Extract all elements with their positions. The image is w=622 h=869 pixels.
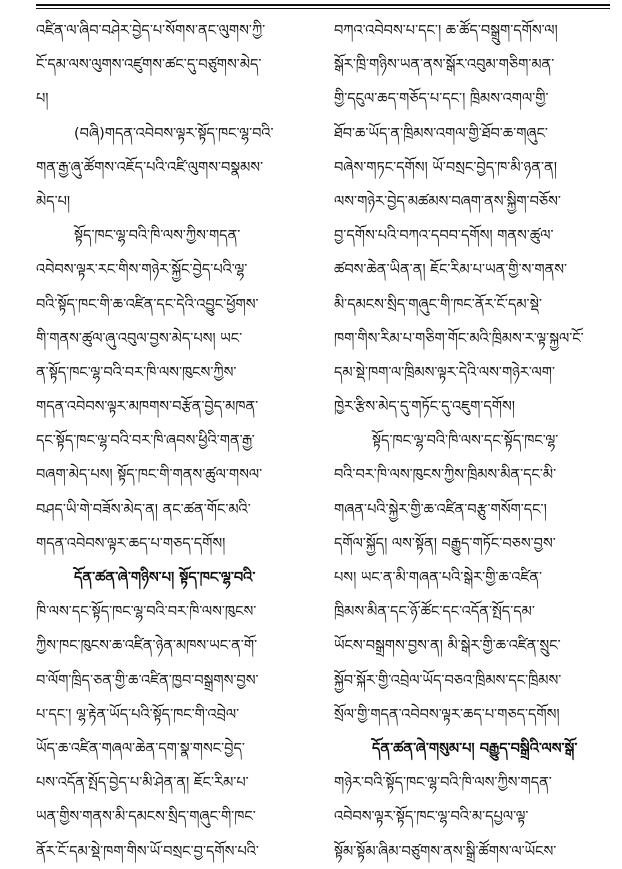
- right-text-line: སྟོད་ཁང་ལྷ་བའི་ཁི་ལས་དང་སྟོད་ཁང་ལྷ་: [372, 433, 559, 450]
- right-text-line: ཐོབ་ཆ་ཡོད་ན་ཁྲིམས་འགལ་གྱི་ཐོབ་ཆ་གཞུང་: [334, 125, 548, 142]
- left-text-line: ཡོད་ཆ་འཛིན་གཞལ་ཆེན་དག་སྣ་གསང་བྱེད་: [36, 740, 245, 757]
- left-text-line: གདན་འབེབས་ལྟར་མཁགས་བརྩོན་བྱེད་མཁན་: [36, 399, 259, 416]
- left-text-line: དོན་ཚན་ཞེ་གཉིས་པ། སྟོད་ཁང་ལྷ་བའི་: [74, 570, 256, 586]
- left-text-line: ནོར་ངོ་དམ་སྡེ་ཁག་གིས་ཡོ་བསྲང་བྱ་དགོས་པའི་: [36, 843, 259, 860]
- left-text-line: བཤད་ཡི་གེ་བཟོས་མེད་ན། ནང་ཚན་གོང་མའི་: [36, 501, 251, 518]
- right-text-line: ཁག་གིས་རིམ་པ་གཅིག་གོང་མའི་ཁྲིམས་ར་ལྟ་སྐྱལ་ངོ་: [334, 330, 584, 347]
- left-text-line: པས་འདོན་སྤོད་བྱེད་པ་མི་ཤེན་ན། ཇོང་རིམ་པ་: [36, 775, 249, 792]
- left-text-line: པ།: [36, 91, 49, 108]
- left-text-line: དང་སྟོད་ཁང་ལྷ་བའི་བར་ཁི་ཞབས་ཕྱིའི་གན་རྒྱ་: [36, 433, 255, 450]
- left-text-line: བའི་སྟོད་ཁང་གི་ཆ་འཛིན་དང་དེའི་འབྱུང་ཕྱོགས་: [36, 296, 259, 313]
- left-text-line: མེད་པ།: [36, 193, 71, 210]
- right-text-line: གྱི་དངུལ་ཆད་གཅོད་པ་དང་། ཁྲིམས་འགལ་གྱི་: [334, 91, 549, 108]
- left-text-line: པ་དང་། ལྷ་རྟེན་ཡོད་པའི་སྟོད་ཁང་གི་འབྲེལ་: [36, 706, 240, 723]
- right-text-line: མི་དམངས་སྲིད་གཞུང་གི་ཁང་ནོར་ངོ་དམ་སྡེ་: [334, 296, 542, 313]
- right-text-line: ཡོངས་བསྒྲགས་བྱས་ན། མི་སྒེར་གྱི་ཆ་འཛིན་སྲུང་: [334, 638, 561, 655]
- right-text-line: དོན་ཚན་ཞེ་གསུམ་པ། བརྒྱུད་བསྒྲིའི་ལས་སྒོ་: [372, 740, 578, 757]
- left-text-line: གདན་འབེབས་ལྟར་ཆད་པ་གཅད་དགོས།: [36, 535, 226, 552]
- right-text-line: སྒོར་ཁྲི་གཉིས་ཡན་ནས་སྒོར་འབུམ་གཅིག་མན་: [334, 57, 555, 74]
- right-text-line: པས། ཡང་ན་མི་གཞན་པའི་སྒེར་གྱི་ཆ་འཛིན་: [334, 570, 543, 586]
- left-text-line: འབེབས་ལྟར་རང་གིས་གཉེར་སྐྱོང་བྱེད་པའི་ལྷ་: [36, 262, 248, 279]
- left-text-line: ངོ་དམ་ལས་ལུགས་འཛུགས་ཚང་དུ་བཙུགས་མེད་: [36, 57, 262, 74]
- left-text-line: ཁི་ལས་དང་སྟོད་ཁང་ལྷ་བའི་བར་ཁི་ལས་ཁུངས་: [36, 604, 257, 621]
- right-text-line: སྟོམ་སྟོམ་ཞིམ་བཙུགས་ནས་སྒྲི་ཚོགས་ལ་ཡོངས་: [334, 843, 557, 860]
- right-text-line: ཚབས་ཆེན་ཡིན་ན། ཇོང་རིམ་པ་ཡན་གྱི་ས་གནས་: [334, 262, 568, 279]
- right-text-line: བཞེས་གཏང་དགོས། ཡོ་བསྲང་བྱེད་ཁ་མི་ཉན་ན།: [334, 159, 557, 176]
- right-column: [334, 14, 610, 869]
- left-text-line: འཛིན་ལ་ཞིབ་བཤེར་བྱེད་པ་སོགས་ནང་ལུགས་ཀྱི་: [36, 23, 266, 39]
- right-text-line: གཞན་པའི་སྐྱེར་གྱི་ཆ་འཛིན་བརྩུ་གསོག་དང་།: [334, 501, 547, 518]
- right-text-line: ཁྲིམས་མིན་དང་ཉོ་ཚོང་དང་འདོན་སྤོད་དམ་: [334, 604, 535, 621]
- right-text-line: དགོལ་སྐྱོད། ལས་སྟོན། བརྒྱུད་གཏོང་བཅས་བྱས་: [334, 535, 556, 552]
- left-column: [36, 14, 312, 869]
- left-text-line: ན་སྟོད་ཁང་ལྷ་བའི་བར་ཁི་ལས་ཁུངས་ཀྱིས་: [36, 364, 237, 381]
- right-text-line: བའི་བར་ཁི་ལས་ཁུངས་ཀྱིས་ཁྲིམས་མིན་དང་མི་: [334, 467, 557, 484]
- left-text-line: (བཞི)གདན་འབེབས་ལྟར་སྟོད་ཁང་ལྷ་བའི་: [74, 125, 274, 142]
- right-text-line: ལས་གཉེར་བྱེད་མཚམས་བཞག་ནས་སྐྱིག་བཅོས་: [334, 193, 561, 210]
- right-text-line: སྲོལ་གྱི་གདན་འབེབས་ལྟར་ཆད་པ་གཅད་དགོས།: [334, 706, 560, 723]
- left-text-line: ཀྱིས་ཁང་ཁུངས་ཆ་འཛིན་ཉེན་མཁས་ཡང་ན་གོ་: [36, 638, 258, 655]
- left-text-line: གི་གནས་ཚུལ་ཞུ་འབུལ་བྱས་མེད་པས། ཡང་: [36, 330, 243, 347]
- header-rule: [36, 4, 610, 6]
- right-text-line: སྐྱོབ་སྐོར་གྱི་འབྲེལ་ཡོད་བཅའ་ཁྲིམས་དང་ཁྲིམས་: [334, 672, 562, 689]
- left-text-line: ཡན་གྱིས་གནས་མི་དམངས་སྲིད་གཞུང་གི་ཁང་: [36, 809, 256, 826]
- right-text-line: བྱ་དགོས་པའི་བཀའ་དབབ་དགོས། གནས་ཚུལ་: [334, 228, 554, 245]
- right-text-line: འབེབས་ལྟར་སྟོད་ཁང་ལྷ་བའི་མ་དཔྱལ་ལྟ་: [334, 809, 529, 826]
- right-text-line: དམ་སྡེ་ཁག་ལ་ཁྲིམས་ལྟར་དེའི་ལས་གཉེར་ལག་: [334, 364, 556, 381]
- header-rule-thin: [36, 8, 610, 9]
- left-text-line: བ་ལོག་ཁྲིད་ཅན་གྱི་ཆ་འཛིན་ཁྱབ་བསྒྲགས་བྱས་: [36, 672, 259, 689]
- left-text-line: སྟོད་ཁང་ལྷ་བའི་ཁི་ལས་ཀྱིས་གདན་: [74, 228, 241, 245]
- right-text-line: གཉེར་བའི་སྟོད་ཁང་ལྷ་བའི་ཁི་ལས་ཀྱིས་གདན་: [334, 775, 552, 792]
- right-text-line: བཀའ་འབེབས་པ་དང་། ཆ་ཚོད་བསྒྲུག་དགོས་ལ།: [334, 23, 558, 39]
- left-text-line: གན་རྒྱ་ཞུ་ཚོགས་འཇོད་པའི་འཛི་ལུགས་བསྣམས་: [36, 159, 264, 176]
- left-text-line: བཞག་མེད་པས། སྟོད་ཁང་གི་གནས་ཚུལ་གསལ་: [36, 467, 263, 484]
- right-text-line: ཁྱེར་རྩིས་མེད་དུ་གཏོང་དུ་འཇུག་དགོས།: [334, 399, 515, 416]
